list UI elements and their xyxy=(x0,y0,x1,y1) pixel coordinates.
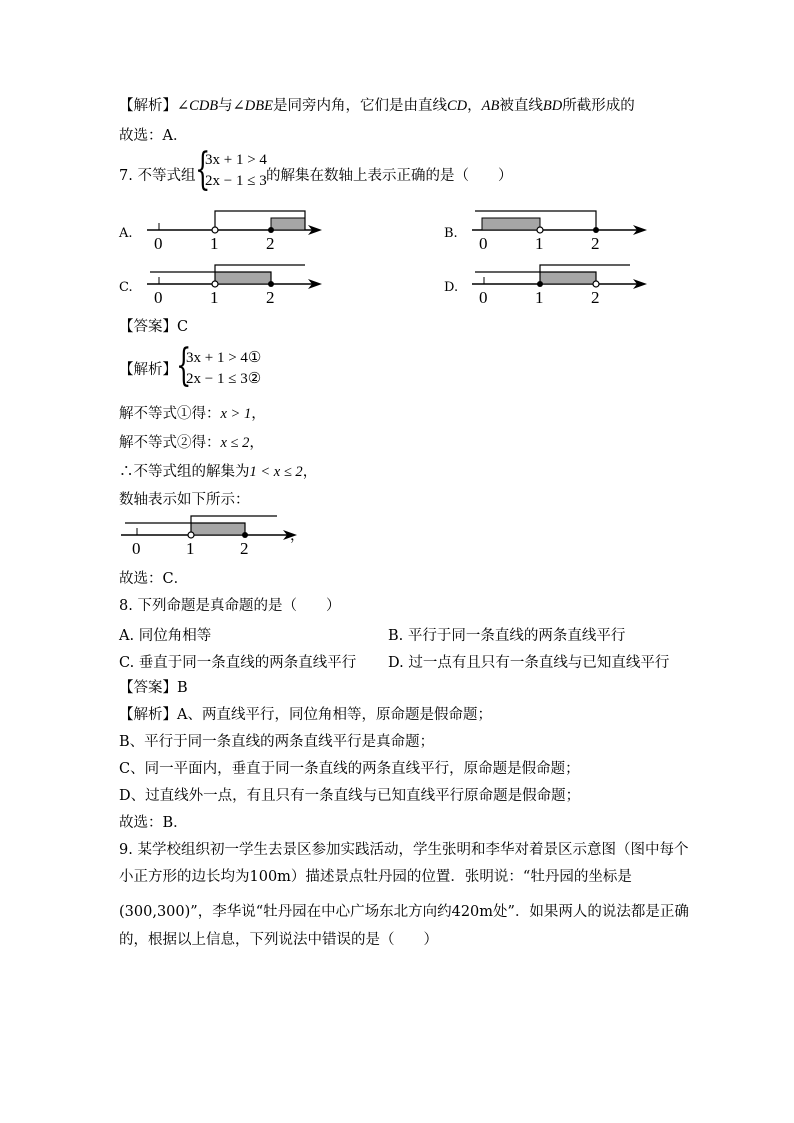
shaded-region xyxy=(215,272,271,284)
open-point xyxy=(212,281,218,287)
q7-step2 xyxy=(119,434,264,452)
q8-analysis-line: C、同一平面内，垂直于同一条直线的两条直线平行，原命题是假命题； xyxy=(119,761,580,777)
brace-symbol: { xyxy=(195,144,211,195)
closed-point xyxy=(537,281,543,287)
tick-label-1: 1 xyxy=(210,234,219,253)
tick-label-1: 1 xyxy=(186,539,195,558)
text: 与 xyxy=(218,98,233,114)
q7-step4: 数轴表示如下所示： xyxy=(119,492,250,508)
inequality-2: 2x − 1 ≤ 3 xyxy=(205,173,267,189)
text: 是同旁内角，它们是由直线 xyxy=(273,98,447,114)
prev-analysis-line xyxy=(119,97,635,115)
step-math: x ≤ 2 xyxy=(220,435,250,451)
q7-prefix: 不等式组 xyxy=(137,168,196,184)
line-cd: CD xyxy=(447,98,468,114)
line-ab: AB xyxy=(481,98,500,114)
analysis-inequality-1: 3x + 1 > 4① xyxy=(186,350,262,366)
q7-conclusion: 故选：C． xyxy=(119,571,189,587)
shaded-region xyxy=(540,272,596,284)
text: 被直线 xyxy=(499,98,543,114)
tick-label-1: 1 xyxy=(210,288,219,307)
q9-line-3: (300,300)”，李华说“牡丹园在中心广场东北方向约420m处”．如果两人的说法都是正确 xyxy=(119,904,689,920)
q7-step1 xyxy=(119,405,266,423)
after-axis-comma: ， xyxy=(290,528,305,544)
text: ， xyxy=(467,98,482,114)
open-point xyxy=(212,227,218,233)
q8-answer: 【答案】B xyxy=(119,680,188,696)
answer-value: C xyxy=(177,319,189,335)
q9-line-2: 小正方形的边长均为100m）描述景点牡丹园的位置．张明说：“牡丹园的坐标是 xyxy=(119,869,632,885)
option-c-label[interactable]: C. xyxy=(119,280,133,295)
prev-answer: 故选：A． xyxy=(119,128,188,144)
q8-conclusion: 故选：B． xyxy=(119,815,188,831)
q7-analysis-system xyxy=(176,340,316,392)
closed-point xyxy=(268,281,274,287)
step-math: x > 1 xyxy=(220,406,252,422)
closed-point xyxy=(268,227,274,233)
tick-label-0: 0 xyxy=(479,234,488,253)
open-point xyxy=(188,532,194,538)
tick-label-2: 2 xyxy=(240,539,249,558)
shaded-region xyxy=(482,218,540,230)
q8-analysis-line: 【解析】A、两直线平行，同位角相等，原命题是假命题； xyxy=(119,707,492,723)
option-c-number-line[interactable] xyxy=(140,259,330,307)
step-text: ， xyxy=(251,406,266,422)
inequality-1: 3x + 1 > 4 xyxy=(205,152,267,168)
tick-label-0: 0 xyxy=(132,539,141,558)
q8-choice-c[interactable]: C. 垂直于同一条直线的两条直线平行 xyxy=(119,655,357,671)
option-d-number-line[interactable] xyxy=(465,259,655,307)
tick-label-0: 0 xyxy=(154,234,163,253)
closed-point xyxy=(593,227,599,233)
q8-choice-a[interactable]: A. 同位角相等 xyxy=(119,628,212,644)
angle-cdb: ∠CDB xyxy=(177,98,219,114)
solution-number-line xyxy=(119,510,309,558)
brace-symbol: { xyxy=(176,340,192,391)
q7-number xyxy=(119,167,195,185)
step-math: 1 < x ≤ 2 xyxy=(249,464,303,480)
option-b-label[interactable]: B. xyxy=(444,226,458,241)
tick-label-2: 2 xyxy=(266,234,275,253)
q8-analysis-line: D、过直线外一点，有且只有一条直线与已知直线平行原命题是假命题； xyxy=(119,788,581,804)
answer-label: 【答案】 xyxy=(119,319,177,335)
open-point xyxy=(593,281,599,287)
option-a-label[interactable]: A. xyxy=(119,226,133,241)
tick-label-0: 0 xyxy=(479,288,488,307)
shaded-region xyxy=(191,523,245,535)
text: 所截形成的 xyxy=(562,98,635,114)
angle-dbe: ∠DBE xyxy=(232,98,273,114)
tick-label-2: 2 xyxy=(266,288,275,307)
tick-label-0: 0 xyxy=(154,288,163,307)
q7-analysis-label: 【解析】 xyxy=(119,362,177,378)
tick-label-1: 1 xyxy=(535,234,544,253)
step-text: ， xyxy=(302,464,318,480)
q7-step3 xyxy=(119,463,317,481)
q8-choice-d[interactable]: D. 过一点有且只有一条直线与已知直线平行 xyxy=(388,655,670,671)
analysis-label: 【解析】 xyxy=(119,98,177,114)
q7-num: 7. xyxy=(119,168,133,184)
q9-line-4: 的，根据以上信息，下列说法中错误的是（ ） xyxy=(119,932,438,948)
step-text: 解不等式①得： xyxy=(119,406,221,422)
option-b-number-line[interactable] xyxy=(465,205,655,253)
option-a-number-line[interactable] xyxy=(140,205,330,253)
q7-suffix: 的解集在数轴上表示正确的是（ ） xyxy=(266,168,513,184)
tick-label-2: 2 xyxy=(591,234,600,253)
shaded-region xyxy=(271,218,305,230)
step-text: ， xyxy=(249,435,264,451)
open-point xyxy=(537,227,543,233)
analysis-inequality-2: 2x − 1 ≤ 3② xyxy=(186,371,262,387)
tick-label-1: 1 xyxy=(535,288,544,307)
tick-label-2: 2 xyxy=(591,288,600,307)
q8-question: 8. 下列命题是真命题的是（ ） xyxy=(119,598,341,614)
step-text: 解不等式②得： xyxy=(119,435,221,451)
option-d-label[interactable]: D. xyxy=(444,280,459,295)
q8-choice-b[interactable]: B. 平行于同一条直线的两条直线平行 xyxy=(388,628,626,644)
q7-answer xyxy=(119,318,188,336)
line-bd: BD xyxy=(542,98,563,114)
closed-point xyxy=(242,532,248,538)
q8-analysis-line: B、平行于同一条直线的两条直线平行是真命题； xyxy=(119,734,435,750)
q9-line-1: 9. 某学校组织初一学生去景区参加实践活动，学生张明和李华对着景区示意图（图中每个 xyxy=(119,842,689,858)
step-text: ∴不等式组的解集为 xyxy=(119,464,250,480)
